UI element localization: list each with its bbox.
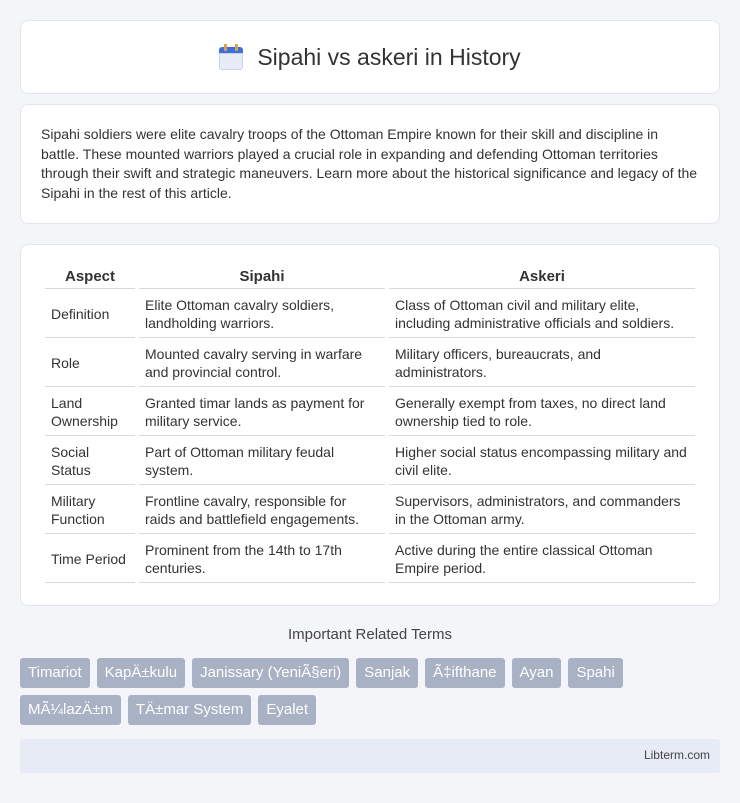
cell-sipahi: Part of Ottoman military feudal system. [139, 438, 385, 485]
cell-askeri: Higher social status encompassing military and civil elite. [389, 438, 695, 485]
cell-aspect: Definition [45, 291, 135, 338]
intro-card [20, 104, 720, 224]
footer-site-link[interactable]: Libterm.com [643, 748, 710, 762]
cell-sipahi: Elite Ottoman cavalry soldiers, landholding warriors. [139, 291, 385, 338]
table-row [45, 340, 695, 387]
header-card [20, 20, 720, 94]
footer [20, 739, 720, 773]
table-row [45, 438, 695, 485]
term-tag[interactable]: Janissary (YeniÃ§eri) [192, 658, 349, 688]
cell-askeri: Class of Ottoman civil and military elite, including administrative officials and soldiers. [389, 291, 695, 338]
cell-askeri: Supervisors, administrators, and commanders in the Ottoman army. [389, 487, 695, 534]
page-title: Sipahi vs askeri in History [257, 43, 521, 70]
term-tag[interactable]: Ayan [512, 658, 562, 688]
calendar-icon [219, 44, 243, 70]
term-tag[interactable]: Spahi [568, 658, 622, 688]
term-tag[interactable]: TÄ±mar System [128, 695, 251, 725]
cell-aspect: Social Status [45, 438, 135, 485]
term-tag[interactable]: MÃ¼lazÄ±m [20, 695, 121, 725]
cell-sipahi: Frontline cavalry, responsible for raids and battlefield engagements. [139, 487, 385, 534]
term-tag[interactable]: Sanjak [356, 658, 418, 688]
comparison-card [20, 244, 720, 606]
related-terms-list [20, 658, 720, 725]
cell-askeri: Generally exempt from taxes, no direct land ownership tied to role. [389, 389, 695, 436]
header-sipahi: Sipahi [139, 265, 385, 289]
cell-aspect: Time Period [45, 536, 135, 583]
term-tag[interactable]: KapÄ±kulu [97, 658, 185, 688]
header-askeri: Askeri [389, 265, 695, 289]
term-tag[interactable]: Ã‡ifthane [425, 658, 504, 688]
cell-askeri: Active during the entire classical Ottoman Empire period. [389, 536, 695, 583]
comparison-table [41, 263, 699, 585]
term-tag[interactable]: Eyalet [258, 695, 316, 725]
intro-paragraph: Sipahi soldiers were elite cavalry troops of the Ottoman Empire known for their skill and discipline in battle. These mounted warriors played a crucial role in expanding and defending Ottoman territories through their swift and strategic maneuvers. Learn more about the historical significance and legacy of the Sipahi in the rest of this article. [41, 126, 698, 201]
term-tag[interactable]: Timariot [20, 658, 90, 688]
table-row [45, 389, 695, 436]
cell-aspect: Land Ownership [45, 389, 135, 436]
cell-sipahi: Granted timar lands as payment for military service. [139, 389, 385, 436]
cell-askeri: Military officers, bureaucrats, and administrators. [389, 340, 695, 387]
related-terms-title: Important Related Terms [288, 626, 452, 643]
table-row [45, 487, 695, 534]
cell-sipahi: Prominent from the 14th to 17th centuries. [139, 536, 385, 583]
cell-sipahi: Mounted cavalry serving in warfare and provincial control. [139, 340, 385, 387]
table-header-row [45, 265, 695, 289]
cell-aspect: Role [45, 340, 135, 387]
table-row [45, 536, 695, 583]
header-aspect: Aspect [45, 265, 135, 289]
cell-aspect: Military Function [45, 487, 135, 534]
table-row [45, 291, 695, 338]
